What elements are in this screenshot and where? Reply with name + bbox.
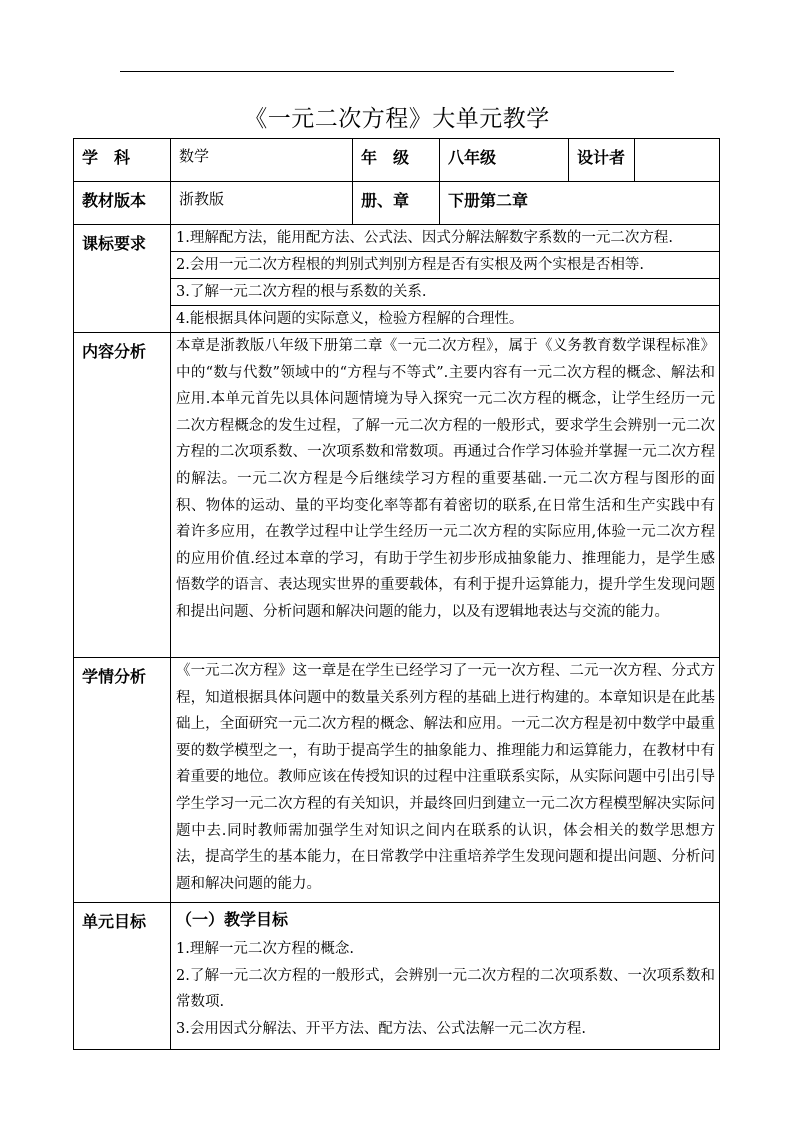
list-item: 1.理解一元二次方程的概念. <box>176 941 354 957</box>
volume-label: 册、章 <box>353 182 440 225</box>
page-title: 《一元二次方程》大单元教学 <box>244 106 550 132</box>
designer-label: 设计者 <box>569 139 635 182</box>
list-item: 3.了解一元二次方程的根与系数的关系. <box>171 279 719 306</box>
list-item: 3.会用因式分解法、开平方法、配方法、公式法解一元二次方程. <box>176 1020 586 1037</box>
table-row <box>74 333 720 658</box>
curriculum-cell <box>171 225 720 333</box>
table-row <box>74 658 720 903</box>
unit-goals-cell <box>171 903 720 1050</box>
learner-analysis-cell <box>171 658 720 903</box>
table-row <box>74 903 720 1050</box>
lesson-plan-table <box>73 138 720 1050</box>
content-analysis-text: 本章是浙教版八年级下册第二章《一元二次方程》，属于《义务教育数学课程标准》中的“数与代数”领域中的“方程与不等式”.主要内容有一元二次方程的概念、解法和应用.本单元首先以具体问题情境为导入探究一元二次方程的概念，让学生经历一元二次方程概念的发生过程，了解一元二次方程的一般形式，要求学生会辨别一元二次方程的二次项系数、一次项系数和常数项。再通过合作学习体验并掌握一元二次方程的解法。一元二次方程是今后继续学习方程的重要基础.一元二次方程与图形的面积、物体的运动、量的平均变化率等都有着密切的联系,在日常生活和生产实践中有着许多应用，在教学过程中让学生经历一元二次方程的实际应用,体验一元二次方程的应用价值.经过本章的学习，有助于学生初步形成抽象能力、推理能力，是学生感悟数学的语言、表达现实世界的重要载体，有利于提升运算能力，提升学生发现问题和提出问题、分析问题和解决问题的能力，以及有逻辑地表达与交流的能力。 <box>176 338 715 620</box>
designer-value <box>635 139 720 182</box>
list-item: 4.能根据具体问题的实际意义，检验方程解的合理性。 <box>176 311 524 327</box>
edition-value: 浙教版 <box>171 182 353 225</box>
edition-label: 教材版本 <box>74 182 171 225</box>
list-item: 1.理解配方法，能用配方法、公式法、因式分解法解数字系数的一元二次方程. <box>171 225 719 252</box>
table-row <box>74 139 720 182</box>
content-analysis-label: 内容分析 <box>74 333 171 658</box>
subject-value: 数学 <box>171 139 353 182</box>
list-item: 2.了解一元二次方程的一般形式，会辨别一元二次方程的二次项系数、一次项系数和常数项. <box>176 967 715 1011</box>
grade-value: 八年级 <box>440 139 569 182</box>
grade-label: 年 级 <box>353 139 440 182</box>
table-row <box>74 182 720 225</box>
unit-goals-subheading: （一）教学目标 <box>176 910 289 929</box>
content-analysis-cell <box>171 333 720 658</box>
learner-analysis-text: 《一元二次方程》这一章是在学生已经学习了一元一次方程、二元一次方程、分式方程，知道根据具体问题中的数量关系列方程的基础上进行构建的。本章知识是在此基础上，全面研究一元二次方程的概念、解法和应用。一元二次方程是初中数学中最重要的数学模型之一，有助于提高学生的抽象能力、推理能力和运算能力，在教材中有着重要的地位。教师应该在传授知识的过程中注重联系实际，从实际问题中引出引导学生学习一元二次方程的有关知识，并最终回归到建立一元二次方程模型解决实际问题中去.同时教师需加强学生对知识之间内在联系的认识，体会相关的数学思想方法，提高学生的基本能力，在日常教学中注重培养学生发现问题和提出问题、分析问题和解决问题的能力。 <box>176 663 715 892</box>
curriculum-label: 课标要求 <box>74 225 171 333</box>
learner-analysis-label: 学情分析 <box>74 658 171 903</box>
list-item: 2.会用一元二次方程根的判别式判别方程是否有实根及两个实根是否相等. <box>171 252 719 279</box>
table-row <box>74 225 720 333</box>
header-rule <box>120 71 674 72</box>
unit-goals-label: 单元目标 <box>74 903 171 1050</box>
subject-label: 学 科 <box>74 139 171 182</box>
volume-value: 下册第二章 <box>440 182 720 225</box>
